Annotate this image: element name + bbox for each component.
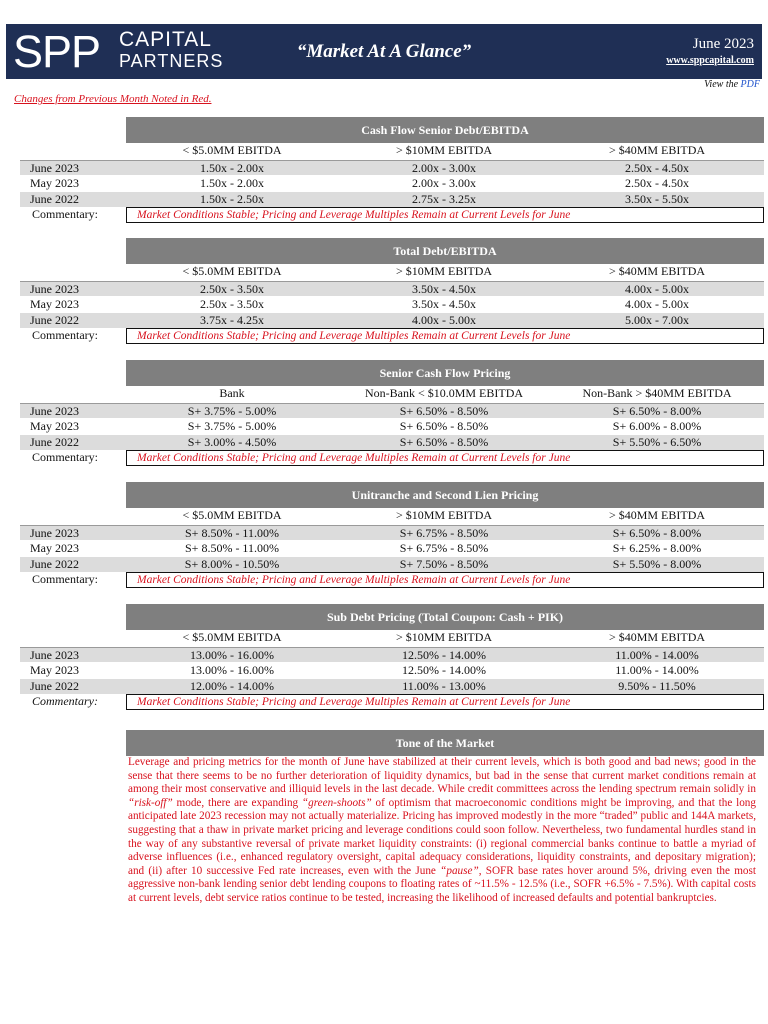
commentary-label: Commentary: (32, 328, 98, 342)
cell: 2.50x - 4.50x (625, 161, 689, 175)
cell: S+ 6.25% - 8.00% (612, 541, 702, 555)
row-label: June 2022 (30, 557, 79, 571)
column-header: > $10MM EBITDA (395, 508, 493, 522)
cell: S+ 6.75% - 8.50% (399, 526, 489, 540)
row-label: June 2022 (30, 313, 79, 327)
tone-of-market-title: Tone of the Market (126, 730, 764, 756)
commentary-label: Commentary: (32, 450, 98, 464)
cell: S+ 6.50% - 8.50% (399, 419, 489, 433)
table-row (20, 297, 764, 312)
changes-note: Changes from Previous Month Noted in Red. (14, 93, 212, 105)
column-header: > $40MM EBITDA (608, 264, 706, 278)
section-unitranche-second-lien (10, 482, 766, 590)
commentary-box: Market Conditions Stable; Pricing and Leverage Multiples Remain at Current Levels for June (126, 207, 764, 223)
cell: 2.50x - 4.50x (625, 176, 689, 190)
tone-of-market-text (128, 756, 756, 906)
cell: S+ 6.50% - 8.50% (399, 404, 489, 418)
row-label: May 2023 (30, 176, 79, 190)
cell: 4.00x - 5.00x (412, 313, 476, 327)
cell: 4.00x - 5.00x (625, 297, 689, 311)
table-row (20, 557, 764, 572)
cell: 2.00x - 3.00x (412, 161, 476, 175)
table-row (20, 192, 764, 207)
view-pdf (704, 79, 760, 90)
tone-quote-pause: “pause” (440, 864, 479, 877)
tone-quote-risk-off: “risk-off” (128, 796, 173, 809)
column-header: < $5.0MM EBITDA (182, 508, 282, 522)
column-header: > $40MM EBITDA (608, 143, 706, 157)
table-row (20, 419, 764, 434)
cell: S+ 6.50% - 8.00% (612, 526, 702, 540)
row-label: June 2023 (30, 526, 79, 540)
tone-text-part: of optimism that macroeconomic conditions might be improving, and that the long anticipated late 2023 recession may not actually materialize. Pricing has improved modestly in the more “traded” public and 144A markets, suggesting that a thaw in private market pricing and leverage conditions could soon follow. Nevertheless, two fundamental hurdles stand in the way of any substantive reversal of private market liquidity constraints: (i) regional commercial banks continue to battle a myriad of adverse influences (i.e., enhanced regulatory oversight, capital adequacy considerations, liquidity constraints, and depositary migration); and (ii) after 10 successive Fed rate increases, even with the June (128, 796, 756, 877)
cell: S+ 6.50% - 8.00% (612, 404, 702, 418)
column-header: Bank (219, 386, 245, 400)
cell: S+ 3.00% - 4.50% (187, 435, 277, 449)
row-label: June 2023 (30, 404, 79, 418)
cell: 9.50% - 11.50% (618, 679, 696, 693)
section-title: Sub Debt Pricing (Total Coupon: Cash + PIK) (126, 604, 764, 630)
column-header: Non-Bank > $40MM EBITDA (582, 386, 732, 400)
row-label: June 2022 (30, 679, 79, 693)
tone-text-part: Leverage and pricing metrics for the month of June have stabilized at their current levels, which is both good and bad news; good in the sense that there seems to be no further deterioration of liquidity dynamics, but bad in the sense that current market conditions remain at among their most conservative and illiquid levels in the last decade. While credit committees across the lending spectrum remain solidly in (128, 756, 756, 796)
cell: 3.75x - 4.25x (200, 313, 264, 327)
section-sub-debt-pricing (10, 604, 766, 712)
page-header (6, 24, 762, 79)
cell: 12.50% - 14.00% (402, 648, 486, 662)
row-label: June 2022 (30, 435, 79, 449)
commentary-label: Commentary: (32, 572, 98, 586)
section-title: Senior Cash Flow Pricing (126, 360, 764, 386)
row-label: June 2023 (30, 648, 79, 662)
cell: 13.00% - 16.00% (190, 663, 274, 677)
commentary-box: Market Conditions Stable; Pricing and Leverage Multiples Remain at Current Levels for June (126, 450, 764, 466)
section-title: Unitranche and Second Lien Pricing (126, 482, 764, 508)
cell: 5.00x - 7.00x (625, 313, 689, 327)
cell: 3.50x - 4.50x (412, 282, 476, 296)
row-label: June 2022 (30, 192, 79, 206)
column-header: > $10MM EBITDA (395, 264, 493, 278)
logo-partners: PARTNERS (119, 51, 224, 71)
section-total-debt (10, 238, 766, 346)
view-pdf-prefix: View the (704, 79, 739, 90)
column-header: > $40MM EBITDA (608, 630, 706, 644)
column-header: < $5.0MM EBITDA (182, 143, 282, 157)
cell: 11.00% - 14.00% (615, 648, 699, 662)
table-row (20, 525, 764, 540)
cell: 13.00% - 16.00% (190, 648, 274, 662)
table-row (20, 663, 764, 678)
commentary-box: Market Conditions Stable; Pricing and Leverage Multiples Remain at Current Levels for June (126, 328, 764, 344)
cell: 12.50% - 14.00% (402, 663, 486, 677)
row-label: May 2023 (30, 419, 79, 433)
row-label: June 2023 (30, 161, 79, 175)
cell: S+ 8.50% - 11.00% (185, 526, 279, 540)
cell: S+ 6.75% - 8.50% (399, 541, 489, 555)
row-label: May 2023 (30, 541, 79, 555)
logo-spp: SPP (13, 26, 101, 77)
column-header: Non-Bank < $10.0MM EBITDA (364, 386, 524, 400)
row-label: May 2023 (30, 297, 79, 311)
table-row (20, 313, 764, 328)
cell: 11.00% - 14.00% (615, 663, 699, 677)
column-header: > $40MM EBITDA (608, 508, 706, 522)
commentary-box: Market Conditions Stable; Pricing and Leverage Multiples Remain at Current Levels for June (126, 572, 764, 588)
table-row (20, 647, 764, 662)
column-header: < $5.0MM EBITDA (182, 264, 282, 278)
cell: 2.00x - 3.00x (412, 176, 476, 190)
cell: S+ 8.00% - 10.50% (184, 557, 280, 571)
cell: S+ 3.75% - 5.00% (187, 404, 277, 418)
cell: 4.00x - 5.00x (625, 282, 689, 296)
cell: S+ 6.50% - 8.50% (399, 435, 489, 449)
logo-capital: CAPITAL (119, 28, 212, 51)
cell: 2.50x - 3.50x (200, 297, 264, 311)
table-row (20, 541, 764, 556)
cell: 3.50x - 5.50x (625, 192, 689, 206)
cell: S+ 6.00% - 8.00% (612, 419, 702, 433)
column-header: > $10MM EBITDA (395, 630, 493, 644)
cell: S+ 7.50% - 8.50% (399, 557, 489, 571)
column-header: < $5.0MM EBITDA (182, 630, 282, 644)
table-row (20, 403, 764, 418)
cell: S+ 3.75% - 5.00% (187, 419, 277, 433)
report-date: June 2023 (692, 36, 754, 52)
section-senior-cash-flow-pricing (10, 360, 766, 468)
table-row (20, 176, 764, 191)
section-title: Total Debt/EBITDA (126, 238, 764, 264)
cell: 11.00% - 13.00% (402, 679, 486, 693)
cell: 1.50x - 2.50x (200, 192, 264, 206)
tone-quote-green-shoots: “green-shoots” (301, 796, 372, 809)
column-header: > $10MM EBITDA (395, 143, 493, 157)
cell: S+ 5.50% - 6.50% (612, 435, 702, 449)
table-row (20, 679, 764, 694)
pdf-link[interactable]: PDF (740, 79, 760, 90)
section-cash-flow-senior-debt (10, 117, 766, 225)
cell: 2.75x - 3.25x (412, 192, 476, 206)
cell: 1.50x - 2.00x (200, 161, 264, 175)
table-row (20, 435, 764, 450)
commentary-label: Commentary: (32, 207, 98, 221)
cell: S+ 5.50% - 8.00% (612, 557, 702, 571)
cell: S+ 8.50% - 11.00% (185, 541, 279, 555)
page-title: “Market At A Glance” (296, 41, 472, 62)
cell: 12.00% - 14.00% (190, 679, 274, 693)
commentary-label: Commentary: (32, 694, 98, 708)
website-link[interactable]: www.sppcapital.com (666, 55, 754, 66)
cell: 3.50x - 4.50x (412, 297, 476, 311)
cell: 2.50x - 3.50x (200, 282, 264, 296)
cell: 1.50x - 2.00x (200, 176, 264, 190)
section-title: Cash Flow Senior Debt/EBITDA (126, 117, 764, 143)
row-label: May 2023 (30, 663, 79, 677)
commentary-box: Market Conditions Stable; Pricing and Leverage Multiples Remain at Current Levels for June (126, 694, 764, 710)
row-label: June 2023 (30, 282, 79, 296)
tone-text-part: mode, there are expanding (172, 796, 302, 809)
table-row (20, 281, 764, 296)
tone-text-part: , SOFR base rates hover around 5%, driving even the most aggressive non-bank lending senior debt lending coupons to floating rates of ~11.5% - 12.5% (i.e., SOFR +6.5% - 7.5%). With capital costs at current levels, debt service ratios continue to be tested, increasing the likelihood of increased defaults and potential bankruptcies. (128, 864, 756, 904)
table-row (20, 160, 764, 175)
